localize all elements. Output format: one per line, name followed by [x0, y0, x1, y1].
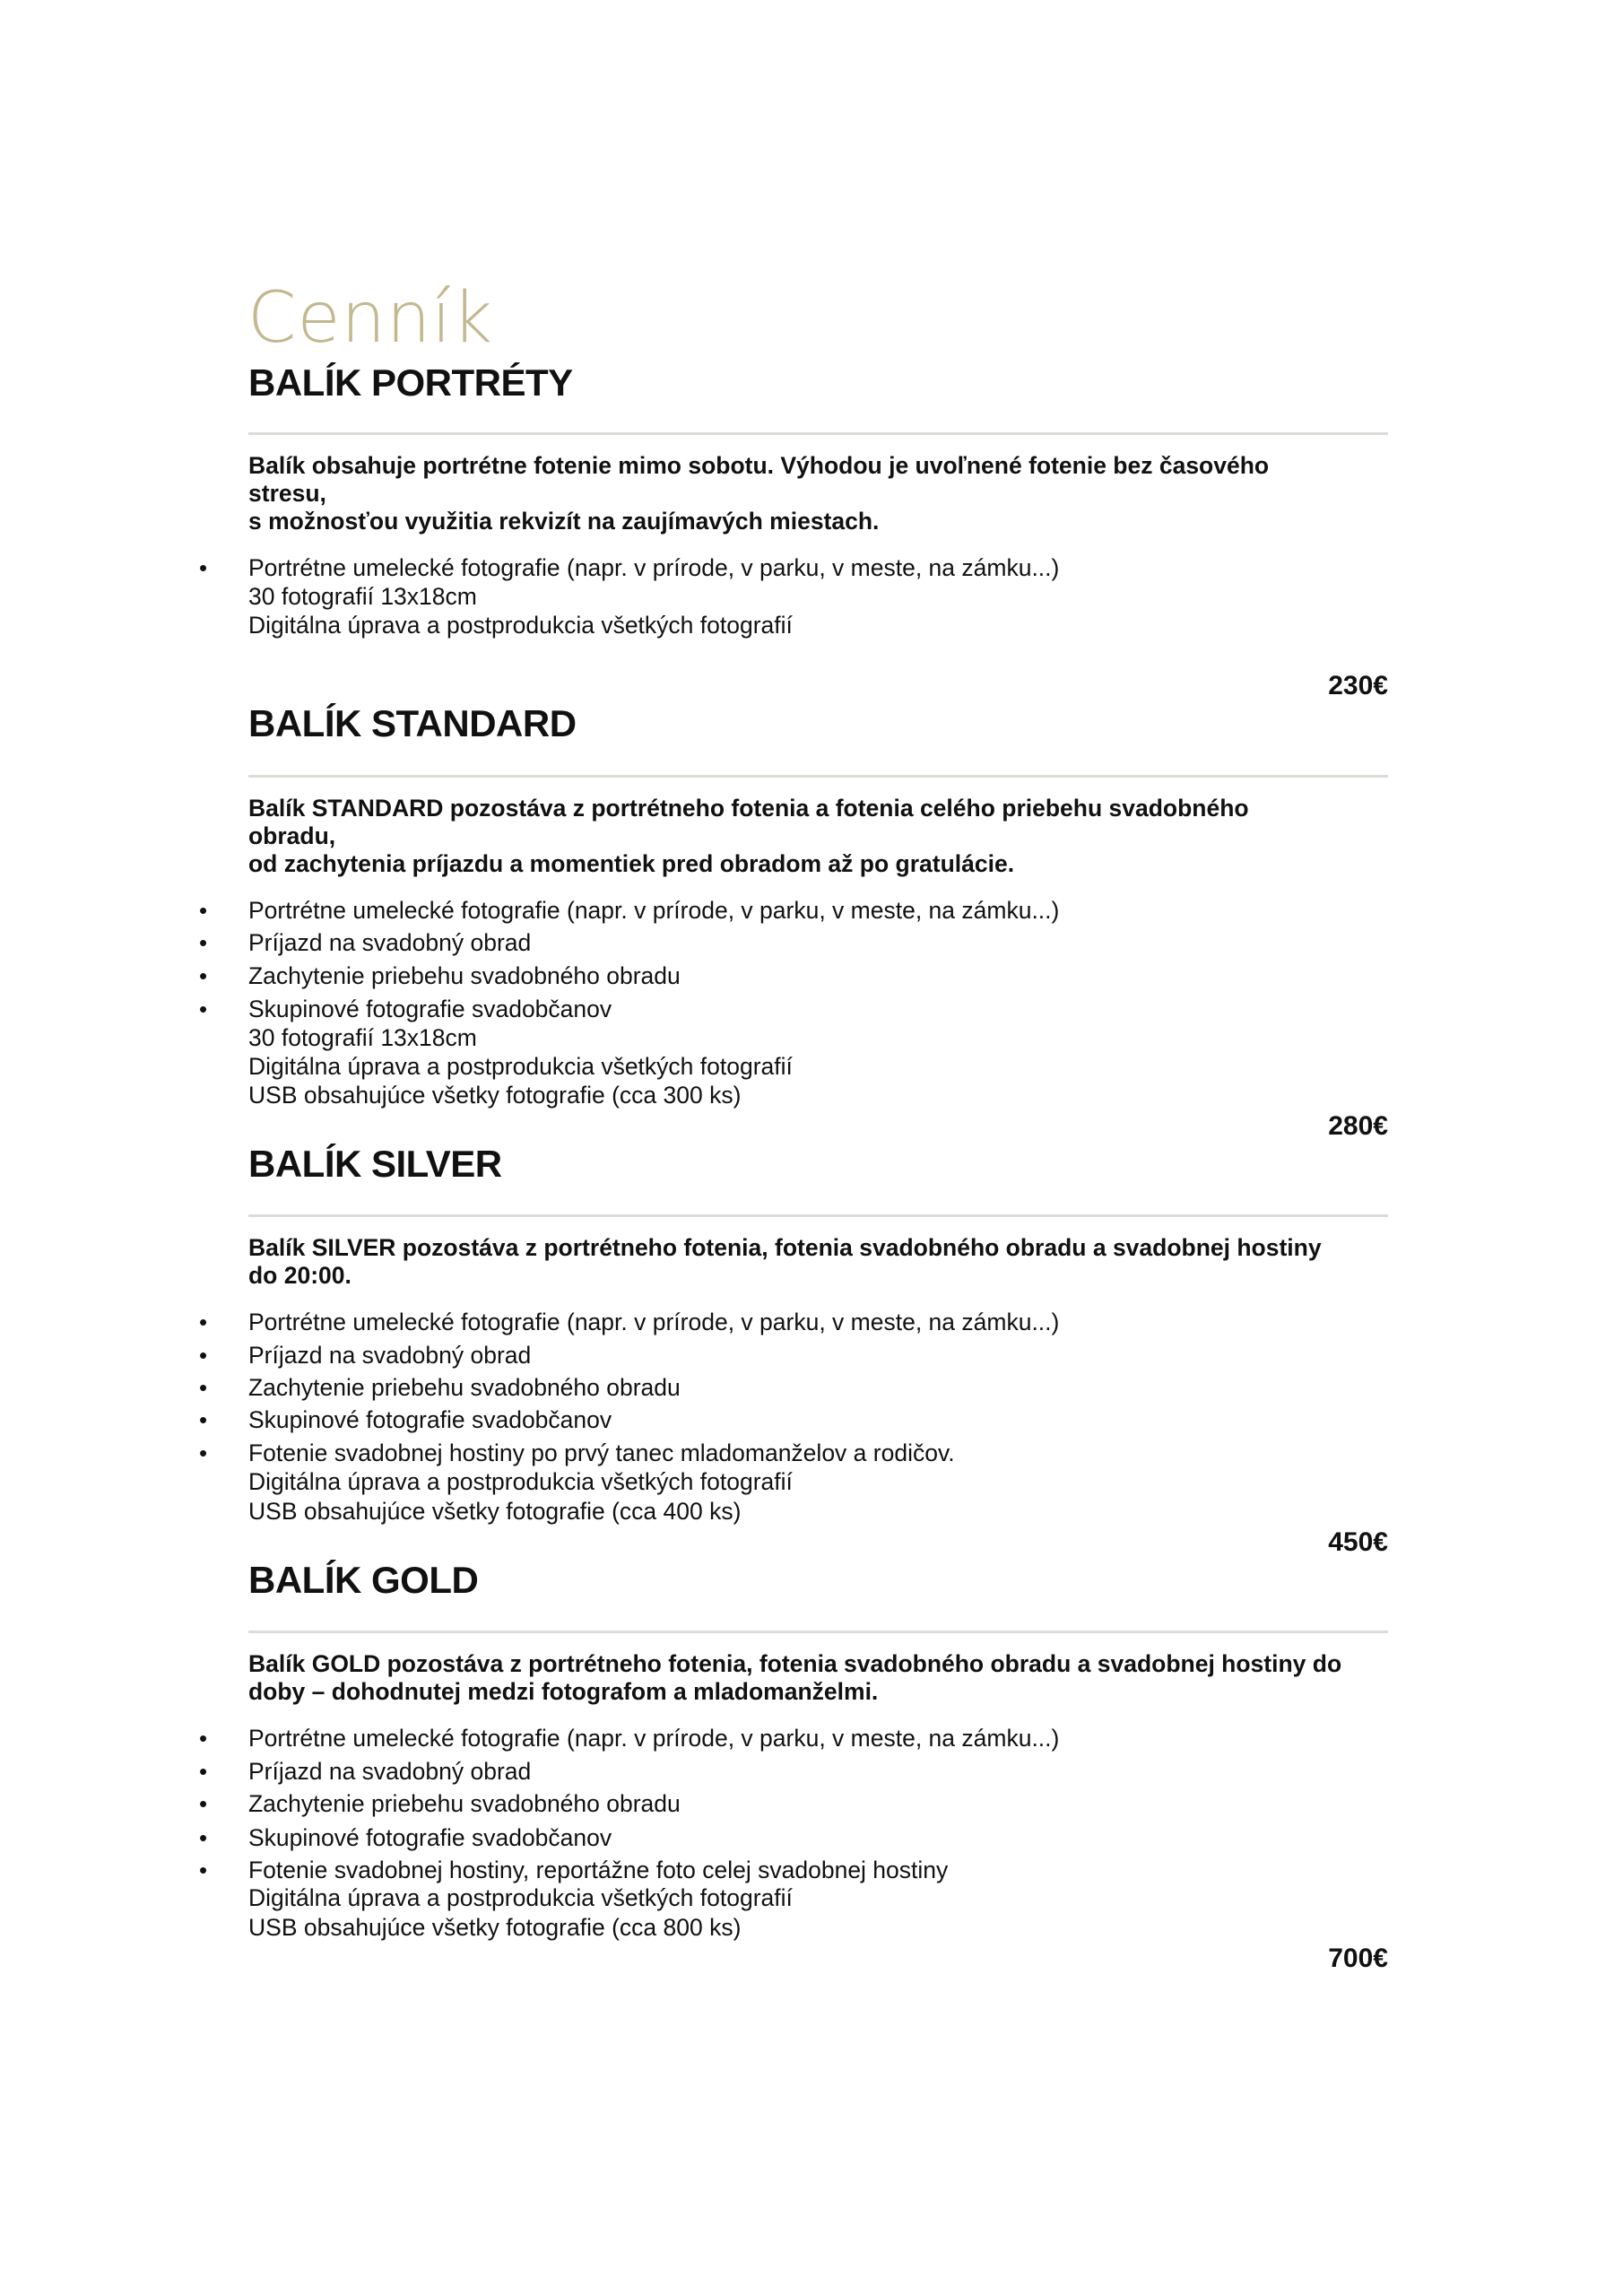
divider: [248, 1214, 1388, 1217]
list-item: Príjazd na svadobný obrad: [248, 1758, 532, 1785]
bullet-icon: •: [199, 929, 208, 956]
list-item: Portrétne umelecké fotografie (napr. v prírode, v parku, v meste, na zámku...): [248, 1309, 1060, 1335]
bullet-icon: •: [199, 962, 208, 989]
bullet-icon: •: [199, 1758, 208, 1785]
bullet-icon: •: [199, 554, 208, 581]
list-item: Skupinové fotografie svadobčanov: [248, 996, 612, 1022]
description-line: Balík obsahuje portrétne fotenie mimo sobotu. Výhodou je uvoľnené fotenie bez časového: [248, 452, 1270, 479]
bullet-icon: •: [199, 1439, 208, 1466]
extra-item: USB obsahujúce všetky fotografie (cca 300 ks): [248, 1082, 742, 1109]
bullet-icon: •: [199, 1857, 208, 1883]
divider: [248, 775, 1388, 778]
extra-item: Digitálna úprava a postprodukcia všetkých fotografií: [248, 1053, 793, 1080]
description-line: od zachytenia príjazdu a momentiek pred obradom až po gratulácie.: [248, 850, 1015, 877]
extra-item: 30 fotografií 13x18cm: [248, 583, 477, 610]
bullet-icon: •: [199, 1406, 208, 1433]
list-item: Zachytenie priebehu svadobného obradu: [248, 1790, 681, 1817]
description-line: obradu,: [248, 822, 336, 849]
divider: [248, 1631, 1388, 1633]
bullet-icon: •: [199, 1790, 208, 1817]
bullet-icon: •: [199, 1374, 208, 1401]
list-item: Príjazd na svadobný obrad: [248, 1342, 532, 1369]
package-description: [248, 452, 1396, 535]
list-item: Portrétne umelecké fotografie (napr. v prírode, v parku, v meste, na zámku...): [248, 897, 1060, 924]
list-item: Fotenie svadobnej hostiny, reportážne foto celej svadobnej hostiny: [248, 1857, 949, 1883]
extra-item: USB obsahujúce všetky fotografie (cca 800 ks): [248, 1914, 742, 1941]
package-title: BALÍK PORTRÉTY: [248, 361, 573, 404]
bullet-icon: •: [199, 1342, 208, 1369]
list-item: Skupinové fotografie svadobčanov: [248, 1824, 612, 1851]
bullet-icon: •: [199, 1824, 208, 1851]
extra-item: 30 fotografií 13x18cm: [248, 1024, 477, 1051]
list-item: Portrétne umelecké fotografie (napr. v prírode, v parku, v meste, na zámku...): [248, 554, 1060, 581]
package-description: [248, 795, 1396, 878]
extra-item: Digitálna úprava a postprodukcia všetkých fotografií: [248, 1884, 793, 1911]
list-item: Príjazd na svadobný obrad: [248, 929, 532, 956]
description-line: doby – dohodnutej medzi fotografom a mladomanželmi.: [248, 1678, 879, 1705]
extra-item: Digitálna úprava a postprodukcia všetkých fotografií: [248, 612, 793, 639]
divider: [248, 432, 1388, 435]
description-line: do 20:00.: [248, 1262, 352, 1289]
package-description: [248, 1234, 1396, 1290]
list-item: Zachytenie priebehu svadobného obradu: [248, 962, 681, 989]
bullet-icon: •: [199, 897, 208, 924]
list-item: Fotenie svadobnej hostiny po prvý tanec mladomanželov a rodičov.: [248, 1439, 955, 1466]
page-title: Cenník: [247, 278, 494, 359]
price: 450€: [1328, 1527, 1388, 1557]
list-item: Zachytenie priebehu svadobného obradu: [248, 1374, 681, 1401]
list-item: Portrétne umelecké fotografie (napr. v prírode, v parku, v meste, na zámku...): [248, 1725, 1060, 1752]
bullet-icon: •: [199, 1725, 208, 1752]
package-description: [248, 1650, 1396, 1706]
extra-item: USB obsahujúce všetky fotografie (cca 400 ks): [248, 1498, 742, 1525]
description-line: Balík STANDARD pozostáva z portrétneho fotenia a fotenia celého priebehu svadobného: [248, 795, 1249, 822]
price: 280€: [1328, 1111, 1388, 1141]
extra-item: Digitálna úprava a postprodukcia všetkých fotografií: [248, 1468, 793, 1495]
description-line: s možnosťou využitia rekvizít na zaujímavých miestach.: [248, 508, 880, 535]
description-line: Balík GOLD pozostáva z portrétneho fotenia, fotenia svadobného obradu a svadobnej hostiny do: [248, 1650, 1342, 1677]
package-title: BALÍK STANDARD: [248, 702, 577, 744]
package-title: BALÍK SILVER: [248, 1143, 502, 1185]
package-title: BALÍK GOLD: [248, 1559, 479, 1601]
description-line: Balík SILVER pozostáva z portrétneho fotenia, fotenia svadobného obradu a svadobnej hostiny: [248, 1234, 1322, 1261]
bullet-icon: •: [199, 996, 208, 1022]
price: 230€: [1328, 671, 1388, 700]
price: 700€: [1328, 1944, 1388, 1973]
bullet-icon: •: [199, 1309, 208, 1335]
list-item: Skupinové fotografie svadobčanov: [248, 1406, 612, 1433]
description-line: stresu,: [248, 480, 326, 507]
